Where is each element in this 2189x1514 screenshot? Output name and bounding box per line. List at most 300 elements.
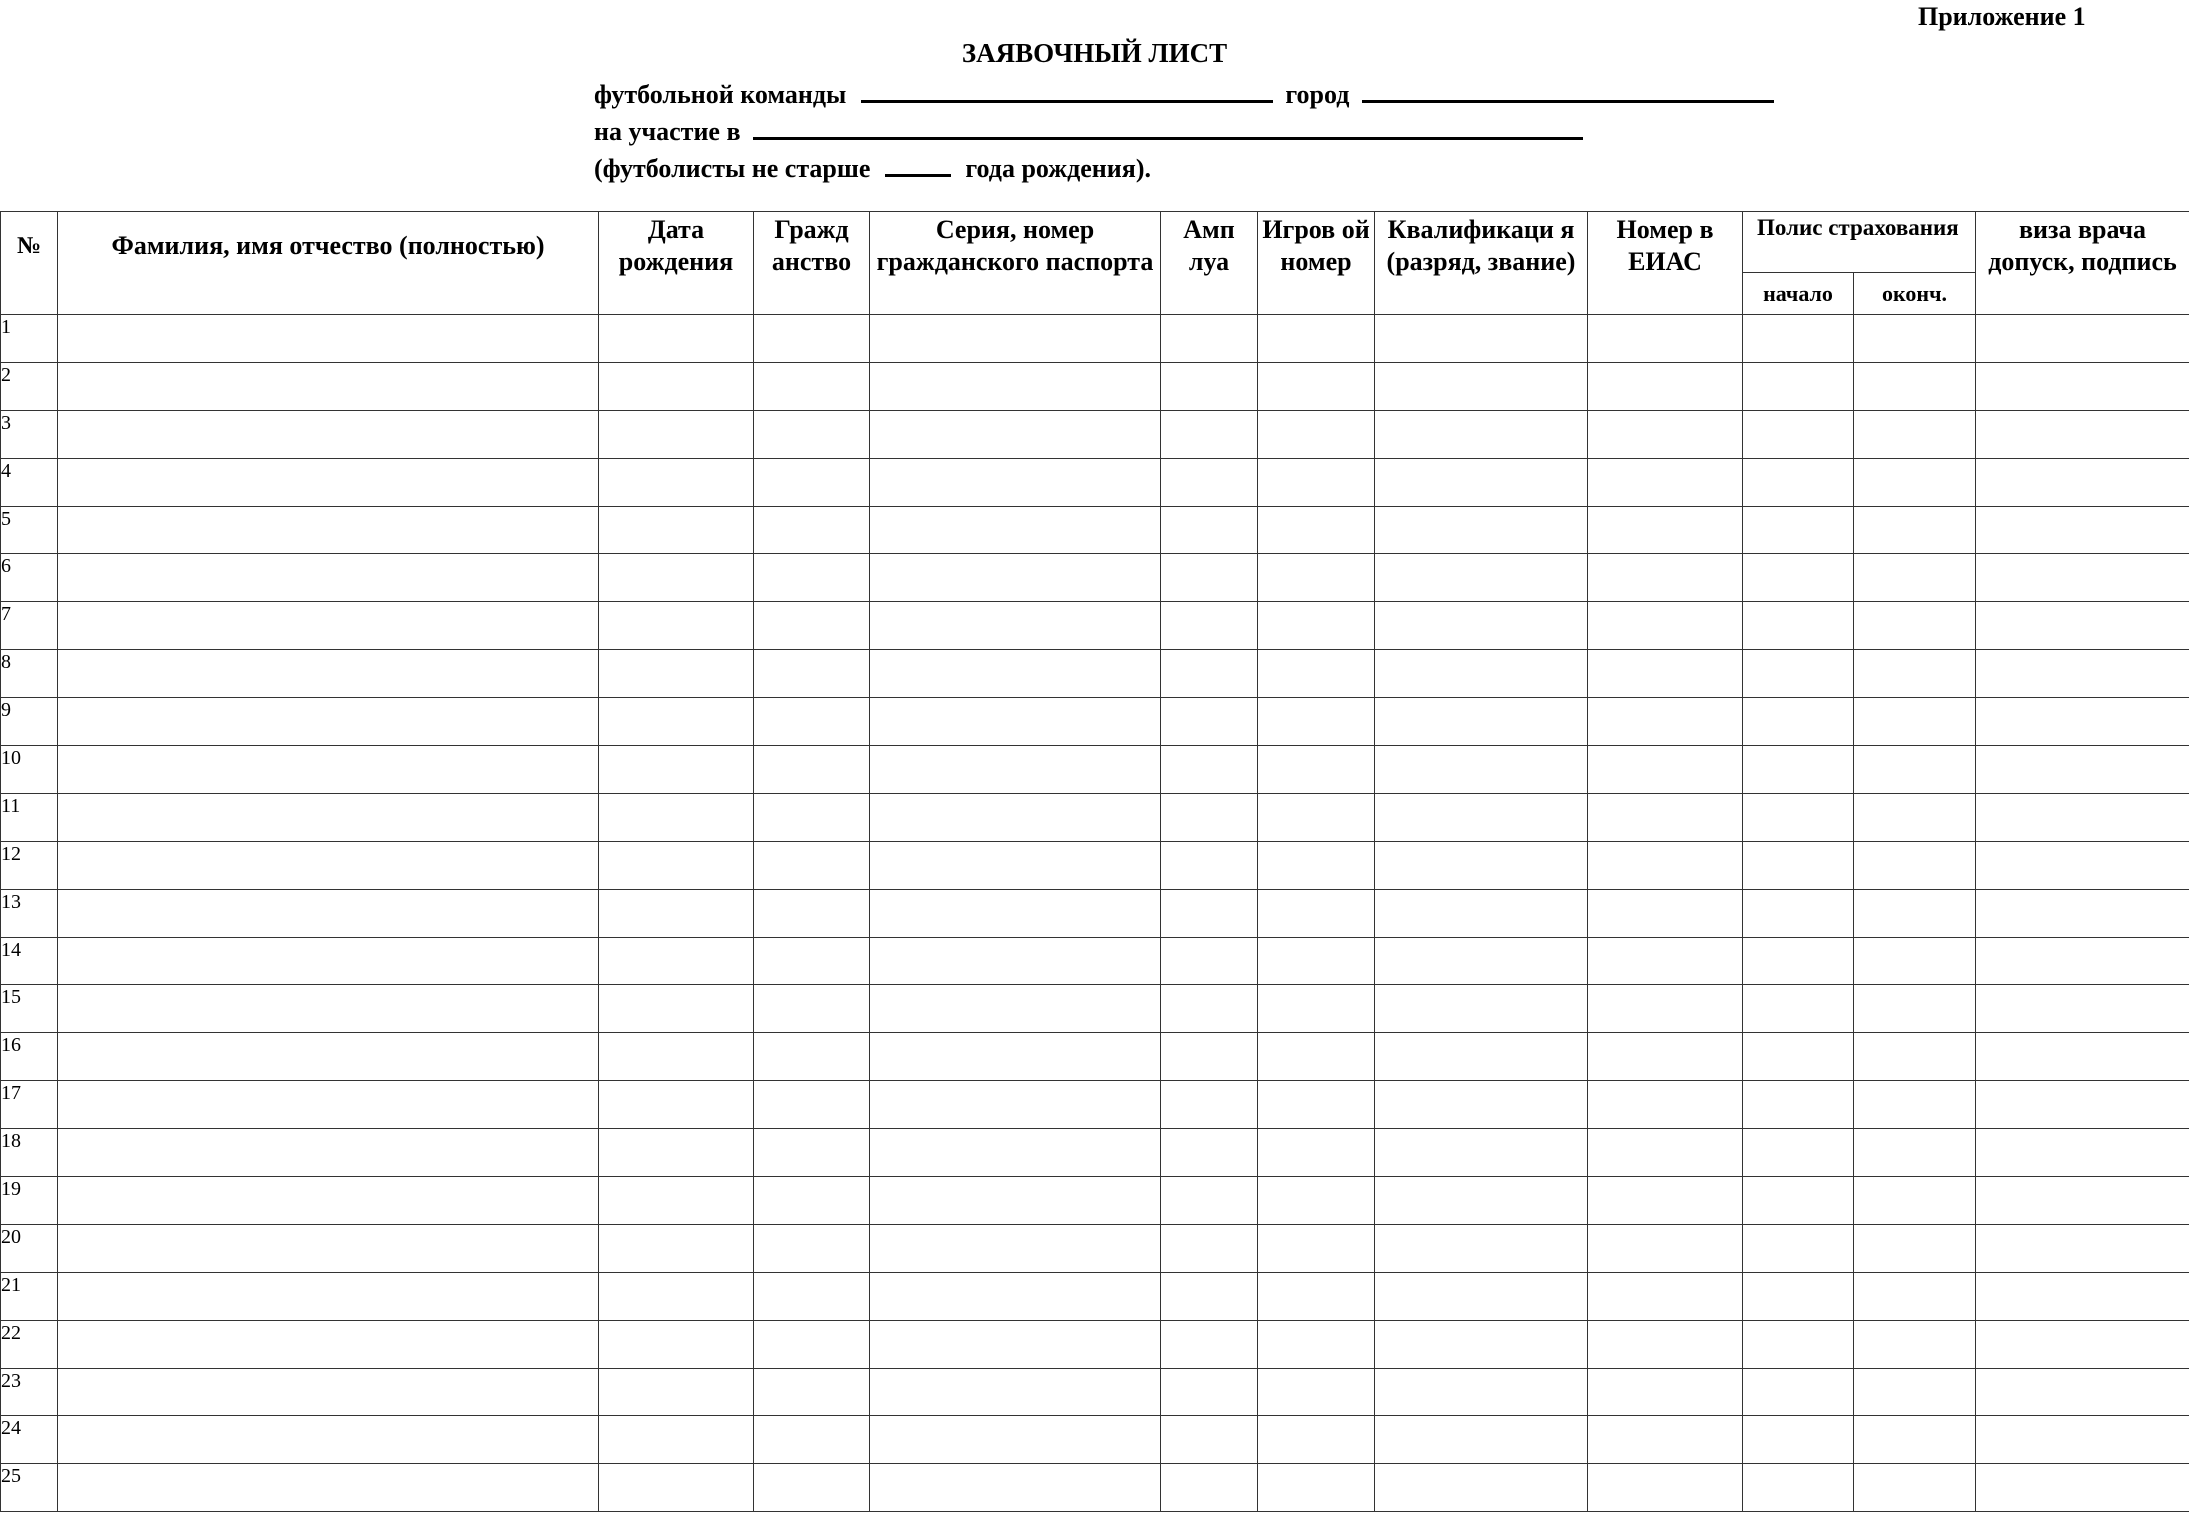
player-number-cell[interactable] bbox=[1258, 1033, 1375, 1081]
birth-date-cell[interactable] bbox=[599, 315, 754, 363]
role-cell[interactable] bbox=[1161, 1416, 1258, 1464]
full-name-cell[interactable] bbox=[58, 841, 599, 889]
citizenship-cell[interactable] bbox=[754, 1464, 870, 1512]
insurance-end-cell[interactable] bbox=[1854, 362, 1976, 410]
full-name-cell[interactable] bbox=[58, 506, 599, 554]
citizenship-cell[interactable] bbox=[754, 937, 870, 985]
doctor-visa-cell[interactable] bbox=[1976, 937, 2189, 985]
table-row bbox=[1, 506, 2189, 554]
full-name-cell[interactable] bbox=[58, 362, 599, 410]
player-number-cell[interactable] bbox=[1258, 315, 1375, 363]
insurance-start-cell[interactable] bbox=[1743, 554, 1854, 602]
full-name-cell[interactable] bbox=[58, 1416, 599, 1464]
passport-cell[interactable] bbox=[870, 362, 1161, 410]
insurance-end-cell[interactable] bbox=[1854, 1368, 1976, 1416]
citizenship-cell[interactable] bbox=[754, 889, 870, 937]
citizenship-cell[interactable] bbox=[754, 650, 870, 698]
birth-date-cell[interactable] bbox=[599, 362, 754, 410]
passport-cell[interactable] bbox=[870, 315, 1161, 363]
full-name-cell[interactable] bbox=[58, 650, 599, 698]
birth-date-cell[interactable] bbox=[599, 1224, 754, 1272]
insurance-end-cell[interactable] bbox=[1854, 698, 1976, 746]
insurance-end-cell[interactable] bbox=[1854, 1320, 1976, 1368]
table-row bbox=[1, 1129, 2189, 1177]
full-name-cell[interactable] bbox=[58, 554, 599, 602]
eias-number-cell[interactable] bbox=[1588, 315, 1743, 363]
qualification-cell[interactable] bbox=[1375, 1081, 1588, 1129]
doctor-visa-cell[interactable] bbox=[1976, 458, 2189, 506]
eias-number-cell[interactable] bbox=[1588, 1464, 1743, 1512]
insurance-start-cell[interactable] bbox=[1743, 1224, 1854, 1272]
birth-date-cell[interactable] bbox=[599, 650, 754, 698]
insurance-end-cell[interactable] bbox=[1854, 506, 1976, 554]
insurance-end-cell[interactable] bbox=[1854, 410, 1976, 458]
citizenship-cell[interactable] bbox=[754, 1224, 870, 1272]
insurance-end-cell[interactable] bbox=[1854, 1129, 1976, 1177]
role-cell[interactable] bbox=[1161, 1033, 1258, 1081]
eias-number-cell[interactable] bbox=[1588, 362, 1743, 410]
doctor-visa-cell[interactable] bbox=[1976, 746, 2189, 794]
player-number-cell[interactable] bbox=[1258, 1416, 1375, 1464]
doctor-visa-cell[interactable] bbox=[1976, 1081, 2189, 1129]
citizenship-cell[interactable] bbox=[754, 793, 870, 841]
insurance-start-cell[interactable] bbox=[1743, 1272, 1854, 1320]
doctor-visa-cell[interactable] bbox=[1976, 410, 2189, 458]
citizenship-cell[interactable] bbox=[754, 506, 870, 554]
insurance-start-cell[interactable] bbox=[1743, 1368, 1854, 1416]
roster-body bbox=[1, 315, 2189, 1512]
full-name-cell[interactable] bbox=[58, 1081, 599, 1129]
insurance-start-cell[interactable] bbox=[1743, 1129, 1854, 1177]
table-row bbox=[1, 458, 2189, 506]
doctor-visa-cell[interactable] bbox=[1976, 362, 2189, 410]
qualification-cell[interactable] bbox=[1375, 937, 1588, 985]
insurance-start-cell[interactable] bbox=[1743, 1320, 1854, 1368]
passport-cell[interactable] bbox=[870, 793, 1161, 841]
eias-number-cell[interactable] bbox=[1588, 841, 1743, 889]
header-citizenship: Гражд анство bbox=[754, 212, 870, 315]
full-name-cell[interactable] bbox=[58, 698, 599, 746]
birth-date-cell[interactable] bbox=[599, 458, 754, 506]
row-number: 23 bbox=[1, 1368, 58, 1416]
full-name-cell[interactable] bbox=[58, 602, 599, 650]
doctor-visa-cell[interactable] bbox=[1976, 554, 2189, 602]
insurance-end-cell[interactable] bbox=[1854, 1081, 1976, 1129]
full-name-cell[interactable] bbox=[58, 1224, 599, 1272]
full-name-cell[interactable] bbox=[58, 1368, 599, 1416]
full-name-cell[interactable] bbox=[58, 1464, 599, 1512]
qualification-cell[interactable] bbox=[1375, 1416, 1588, 1464]
qualification-cell[interactable] bbox=[1375, 1320, 1588, 1368]
role-cell[interactable] bbox=[1161, 1177, 1258, 1225]
qualification-cell[interactable] bbox=[1375, 506, 1588, 554]
city-field[interactable] bbox=[1362, 74, 1774, 103]
citizenship-cell[interactable] bbox=[754, 362, 870, 410]
qualification-cell[interactable] bbox=[1375, 602, 1588, 650]
doctor-visa-cell[interactable] bbox=[1976, 698, 2189, 746]
citizenship-cell[interactable] bbox=[754, 1177, 870, 1225]
role-cell[interactable] bbox=[1161, 362, 1258, 410]
passport-cell[interactable] bbox=[870, 1320, 1161, 1368]
player-number-cell[interactable] bbox=[1258, 746, 1375, 794]
insurance-end-cell[interactable] bbox=[1854, 1416, 1976, 1464]
insurance-start-cell[interactable] bbox=[1743, 506, 1854, 554]
birth-date-cell[interactable] bbox=[599, 1272, 754, 1320]
insurance-end-cell[interactable] bbox=[1854, 985, 1976, 1033]
citizenship-cell[interactable] bbox=[754, 985, 870, 1033]
full-name-cell[interactable] bbox=[58, 315, 599, 363]
player-number-cell[interactable] bbox=[1258, 985, 1375, 1033]
player-number-cell[interactable] bbox=[1258, 1464, 1375, 1512]
full-name-cell[interactable] bbox=[58, 1272, 599, 1320]
insurance-start-cell[interactable] bbox=[1743, 698, 1854, 746]
qualification-cell[interactable] bbox=[1375, 985, 1588, 1033]
birth-date-cell[interactable] bbox=[599, 889, 754, 937]
full-name-cell[interactable] bbox=[58, 985, 599, 1033]
eias-number-cell[interactable] bbox=[1588, 1416, 1743, 1464]
table-row bbox=[1, 1224, 2189, 1272]
qualification-cell[interactable] bbox=[1375, 1272, 1588, 1320]
full-name-cell[interactable] bbox=[58, 1320, 599, 1368]
citizenship-cell[interactable] bbox=[754, 1368, 870, 1416]
insurance-start-cell[interactable] bbox=[1743, 793, 1854, 841]
player-number-cell[interactable] bbox=[1258, 889, 1375, 937]
eias-number-cell[interactable] bbox=[1588, 1224, 1743, 1272]
row-number: 4 bbox=[1, 458, 58, 506]
eias-number-cell[interactable] bbox=[1588, 1081, 1743, 1129]
role-cell[interactable] bbox=[1161, 554, 1258, 602]
eias-number-cell[interactable] bbox=[1588, 650, 1743, 698]
eias-number-cell[interactable] bbox=[1588, 458, 1743, 506]
insurance-start-cell[interactable] bbox=[1743, 602, 1854, 650]
role-cell[interactable] bbox=[1161, 650, 1258, 698]
insurance-end-cell[interactable] bbox=[1854, 937, 1976, 985]
qualification-cell[interactable] bbox=[1375, 362, 1588, 410]
full-name-cell[interactable] bbox=[58, 937, 599, 985]
player-number-cell[interactable] bbox=[1258, 1177, 1375, 1225]
insurance-start-cell[interactable] bbox=[1743, 841, 1854, 889]
insurance-start-cell[interactable] bbox=[1743, 1416, 1854, 1464]
passport-cell[interactable] bbox=[870, 650, 1161, 698]
role-cell[interactable] bbox=[1161, 315, 1258, 363]
passport-cell[interactable] bbox=[870, 506, 1161, 554]
full-name-cell[interactable] bbox=[58, 889, 599, 937]
eias-number-cell[interactable] bbox=[1588, 1033, 1743, 1081]
city-label: город bbox=[1285, 80, 1350, 109]
qualification-cell[interactable] bbox=[1375, 554, 1588, 602]
doctor-visa-cell[interactable] bbox=[1976, 315, 2189, 363]
birth-date-cell[interactable] bbox=[599, 985, 754, 1033]
qualification-cell[interactable] bbox=[1375, 841, 1588, 889]
header-doctor-visa: виза врача допуск, подпись bbox=[1976, 212, 2189, 315]
role-cell[interactable] bbox=[1161, 1081, 1258, 1129]
passport-cell[interactable] bbox=[870, 889, 1161, 937]
player-number-cell[interactable] bbox=[1258, 1081, 1375, 1129]
row-number: 16 bbox=[1, 1033, 58, 1081]
doctor-visa-cell[interactable] bbox=[1976, 889, 2189, 937]
passport-cell[interactable] bbox=[870, 1129, 1161, 1177]
citizenship-cell[interactable] bbox=[754, 1129, 870, 1177]
passport-cell[interactable] bbox=[870, 1416, 1161, 1464]
citizenship-cell[interactable] bbox=[754, 315, 870, 363]
qualification-cell[interactable] bbox=[1375, 698, 1588, 746]
birth-date-cell[interactable] bbox=[599, 554, 754, 602]
eias-number-cell[interactable] bbox=[1588, 1272, 1743, 1320]
role-cell[interactable] bbox=[1161, 1368, 1258, 1416]
table-row bbox=[1, 1416, 2189, 1464]
insurance-start-cell[interactable] bbox=[1743, 937, 1854, 985]
birth-date-cell[interactable] bbox=[599, 937, 754, 985]
citizenship-cell[interactable] bbox=[754, 1081, 870, 1129]
header-role: Амп луа bbox=[1161, 212, 1258, 315]
table-row bbox=[1, 1081, 2189, 1129]
role-cell[interactable] bbox=[1161, 1272, 1258, 1320]
citizenship-cell[interactable] bbox=[754, 1320, 870, 1368]
eias-number-cell[interactable] bbox=[1588, 793, 1743, 841]
insurance-end-cell[interactable] bbox=[1854, 746, 1976, 794]
qualification-cell[interactable] bbox=[1375, 1368, 1588, 1416]
team-name-field[interactable] bbox=[861, 74, 1273, 103]
passport-cell[interactable] bbox=[870, 1272, 1161, 1320]
birth-date-cell[interactable] bbox=[599, 1177, 754, 1225]
player-number-cell[interactable] bbox=[1258, 793, 1375, 841]
role-cell[interactable] bbox=[1161, 937, 1258, 985]
insurance-start-cell[interactable] bbox=[1743, 650, 1854, 698]
player-number-cell[interactable] bbox=[1258, 602, 1375, 650]
doctor-visa-cell[interactable] bbox=[1976, 1224, 2189, 1272]
citizenship-cell[interactable] bbox=[754, 1416, 870, 1464]
qualification-cell[interactable] bbox=[1375, 889, 1588, 937]
passport-cell[interactable] bbox=[870, 602, 1161, 650]
team-label: футбольной команды bbox=[594, 80, 847, 109]
insurance-end-cell[interactable] bbox=[1854, 554, 1976, 602]
passport-cell[interactable] bbox=[870, 1224, 1161, 1272]
player-number-cell[interactable] bbox=[1258, 698, 1375, 746]
doctor-visa-cell[interactable] bbox=[1976, 1368, 2189, 1416]
citizenship-cell[interactable] bbox=[754, 410, 870, 458]
insurance-start-cell[interactable] bbox=[1743, 985, 1854, 1033]
birth-date-cell[interactable] bbox=[599, 698, 754, 746]
insurance-start-cell[interactable] bbox=[1743, 315, 1854, 363]
passport-cell[interactable] bbox=[870, 937, 1161, 985]
role-cell[interactable] bbox=[1161, 985, 1258, 1033]
citizenship-cell[interactable] bbox=[754, 841, 870, 889]
team-city-line bbox=[594, 74, 1774, 112]
insurance-start-cell[interactable] bbox=[1743, 889, 1854, 937]
insurance-start-cell[interactable] bbox=[1743, 1177, 1854, 1225]
role-cell[interactable] bbox=[1161, 1464, 1258, 1512]
insurance-start-cell[interactable] bbox=[1743, 746, 1854, 794]
insurance-end-cell[interactable] bbox=[1854, 1272, 1976, 1320]
role-cell[interactable] bbox=[1161, 698, 1258, 746]
qualification-cell[interactable] bbox=[1375, 315, 1588, 363]
player-number-cell[interactable] bbox=[1258, 1272, 1375, 1320]
citizenship-cell[interactable] bbox=[754, 746, 870, 794]
passport-cell[interactable] bbox=[870, 554, 1161, 602]
birth-date-cell[interactable] bbox=[599, 1129, 754, 1177]
insurance-end-cell[interactable] bbox=[1854, 315, 1976, 363]
passport-cell[interactable] bbox=[870, 1033, 1161, 1081]
insurance-end-cell[interactable] bbox=[1854, 1033, 1976, 1081]
player-number-cell[interactable] bbox=[1258, 1129, 1375, 1177]
qualification-cell[interactable] bbox=[1375, 1177, 1588, 1225]
header-passport: Серия, номер гражданского паспорта bbox=[870, 212, 1161, 315]
birth-date-cell[interactable] bbox=[599, 841, 754, 889]
passport-cell[interactable] bbox=[870, 1081, 1161, 1129]
player-number-cell[interactable] bbox=[1258, 1320, 1375, 1368]
insurance-end-cell[interactable] bbox=[1854, 1224, 1976, 1272]
player-number-cell[interactable] bbox=[1258, 1224, 1375, 1272]
role-cell[interactable] bbox=[1161, 1320, 1258, 1368]
role-cell[interactable] bbox=[1161, 458, 1258, 506]
eias-number-cell[interactable] bbox=[1588, 1129, 1743, 1177]
passport-cell[interactable] bbox=[870, 1464, 1161, 1512]
role-cell[interactable] bbox=[1161, 1224, 1258, 1272]
insurance-start-cell[interactable] bbox=[1743, 1081, 1854, 1129]
document-title: ЗАЯВОЧНЫЙ ЛИСТ bbox=[961, 38, 1228, 68]
birth-year-field[interactable] bbox=[885, 148, 951, 177]
birth-date-cell[interactable] bbox=[599, 1464, 754, 1512]
role-cell[interactable] bbox=[1161, 506, 1258, 554]
insurance-start-cell[interactable] bbox=[1743, 362, 1854, 410]
role-cell[interactable] bbox=[1161, 410, 1258, 458]
qualification-cell[interactable] bbox=[1375, 458, 1588, 506]
header-eias-number: Номер в ЕИАС bbox=[1588, 212, 1743, 315]
passport-cell[interactable] bbox=[870, 458, 1161, 506]
full-name-cell[interactable] bbox=[58, 1033, 599, 1081]
eias-number-cell[interactable] bbox=[1588, 1177, 1743, 1225]
eias-number-cell[interactable] bbox=[1588, 410, 1743, 458]
player-number-cell[interactable] bbox=[1258, 410, 1375, 458]
player-number-cell[interactable] bbox=[1258, 458, 1375, 506]
birth-date-cell[interactable] bbox=[599, 746, 754, 794]
doctor-visa-cell[interactable] bbox=[1976, 1272, 2189, 1320]
citizenship-cell[interactable] bbox=[754, 698, 870, 746]
insurance-end-cell[interactable] bbox=[1854, 1464, 1976, 1512]
passport-cell[interactable] bbox=[870, 1368, 1161, 1416]
qualification-cell[interactable] bbox=[1375, 1464, 1588, 1512]
eias-number-cell[interactable] bbox=[1588, 506, 1743, 554]
doctor-visa-cell[interactable] bbox=[1976, 985, 2189, 1033]
birth-date-cell[interactable] bbox=[599, 1416, 754, 1464]
doctor-visa-cell[interactable] bbox=[1976, 1320, 2189, 1368]
doctor-visa-cell[interactable] bbox=[1976, 602, 2189, 650]
role-cell[interactable] bbox=[1161, 889, 1258, 937]
insurance-start-cell[interactable] bbox=[1743, 1033, 1854, 1081]
full-name-cell[interactable] bbox=[58, 746, 599, 794]
row-number: 13 bbox=[1, 889, 58, 937]
birth-date-cell[interactable] bbox=[599, 410, 754, 458]
insurance-end-cell[interactable] bbox=[1854, 602, 1976, 650]
birth-date-cell[interactable] bbox=[599, 1081, 754, 1129]
eias-number-cell[interactable] bbox=[1588, 698, 1743, 746]
passport-cell[interactable] bbox=[870, 410, 1161, 458]
eias-number-cell[interactable] bbox=[1588, 889, 1743, 937]
qualification-cell[interactable] bbox=[1375, 1033, 1588, 1081]
player-number-cell[interactable] bbox=[1258, 650, 1375, 698]
insurance-end-cell[interactable] bbox=[1854, 793, 1976, 841]
passport-cell[interactable] bbox=[870, 1177, 1161, 1225]
insurance-start-cell[interactable] bbox=[1743, 458, 1854, 506]
insurance-end-cell[interactable] bbox=[1854, 889, 1976, 937]
birth-date-cell[interactable] bbox=[599, 1368, 754, 1416]
role-cell[interactable] bbox=[1161, 793, 1258, 841]
qualification-cell[interactable] bbox=[1375, 650, 1588, 698]
doctor-visa-cell[interactable] bbox=[1976, 650, 2189, 698]
citizenship-cell[interactable] bbox=[754, 1033, 870, 1081]
passport-cell[interactable] bbox=[870, 841, 1161, 889]
doctor-visa-cell[interactable] bbox=[1976, 841, 2189, 889]
player-number-cell[interactable] bbox=[1258, 937, 1375, 985]
doctor-visa-cell[interactable] bbox=[1976, 1464, 2189, 1512]
full-name-cell[interactable] bbox=[58, 1177, 599, 1225]
doctor-visa-cell[interactable] bbox=[1976, 1177, 2189, 1225]
passport-cell[interactable] bbox=[870, 985, 1161, 1033]
player-number-cell[interactable] bbox=[1258, 1368, 1375, 1416]
eias-number-cell[interactable] bbox=[1588, 1320, 1743, 1368]
passport-cell[interactable] bbox=[870, 746, 1161, 794]
eias-number-cell[interactable] bbox=[1588, 985, 1743, 1033]
player-number-cell[interactable] bbox=[1258, 506, 1375, 554]
qualification-cell[interactable] bbox=[1375, 746, 1588, 794]
birth-date-cell[interactable] bbox=[599, 1320, 754, 1368]
eias-number-cell[interactable] bbox=[1588, 746, 1743, 794]
role-cell[interactable] bbox=[1161, 1129, 1258, 1177]
insurance-end-cell[interactable] bbox=[1854, 841, 1976, 889]
doctor-visa-cell[interactable] bbox=[1976, 1416, 2189, 1464]
role-cell[interactable] bbox=[1161, 746, 1258, 794]
citizenship-cell[interactable] bbox=[754, 602, 870, 650]
doctor-visa-cell[interactable] bbox=[1976, 1129, 2189, 1177]
citizenship-cell[interactable] bbox=[754, 458, 870, 506]
player-number-cell[interactable] bbox=[1258, 362, 1375, 410]
birth-date-cell[interactable] bbox=[599, 793, 754, 841]
birth-date-cell[interactable] bbox=[599, 602, 754, 650]
birth-date-cell[interactable] bbox=[599, 1033, 754, 1081]
player-number-cell[interactable] bbox=[1258, 841, 1375, 889]
qualification-cell[interactable] bbox=[1375, 1129, 1588, 1177]
birth-date-cell[interactable] bbox=[599, 506, 754, 554]
insurance-start-cell[interactable] bbox=[1743, 1464, 1854, 1512]
citizenship-cell[interactable] bbox=[754, 554, 870, 602]
eias-number-cell[interactable] bbox=[1588, 1368, 1743, 1416]
table-row bbox=[1, 746, 2189, 794]
eias-number-cell[interactable] bbox=[1588, 554, 1743, 602]
passport-cell[interactable] bbox=[870, 698, 1161, 746]
doctor-visa-cell[interactable] bbox=[1976, 1033, 2189, 1081]
full-name-cell[interactable] bbox=[58, 1129, 599, 1177]
full-name-cell[interactable] bbox=[58, 458, 599, 506]
insurance-end-cell[interactable] bbox=[1854, 458, 1976, 506]
eias-number-cell[interactable] bbox=[1588, 602, 1743, 650]
qualification-cell[interactable] bbox=[1375, 1224, 1588, 1272]
doctor-visa-cell[interactable] bbox=[1976, 506, 2189, 554]
player-number-cell[interactable] bbox=[1258, 554, 1375, 602]
eias-number-cell[interactable] bbox=[1588, 937, 1743, 985]
qualification-cell[interactable] bbox=[1375, 793, 1588, 841]
full-name-cell[interactable] bbox=[58, 793, 599, 841]
citizenship-cell[interactable] bbox=[754, 1272, 870, 1320]
qualification-cell[interactable] bbox=[1375, 410, 1588, 458]
role-cell[interactable] bbox=[1161, 602, 1258, 650]
full-name-cell[interactable] bbox=[58, 410, 599, 458]
doctor-visa-cell[interactable] bbox=[1976, 793, 2189, 841]
competition-field[interactable] bbox=[753, 111, 1583, 140]
insurance-end-cell[interactable] bbox=[1854, 650, 1976, 698]
insurance-end-cell[interactable] bbox=[1854, 1177, 1976, 1225]
role-cell[interactable] bbox=[1161, 841, 1258, 889]
insurance-start-cell[interactable] bbox=[1743, 410, 1854, 458]
